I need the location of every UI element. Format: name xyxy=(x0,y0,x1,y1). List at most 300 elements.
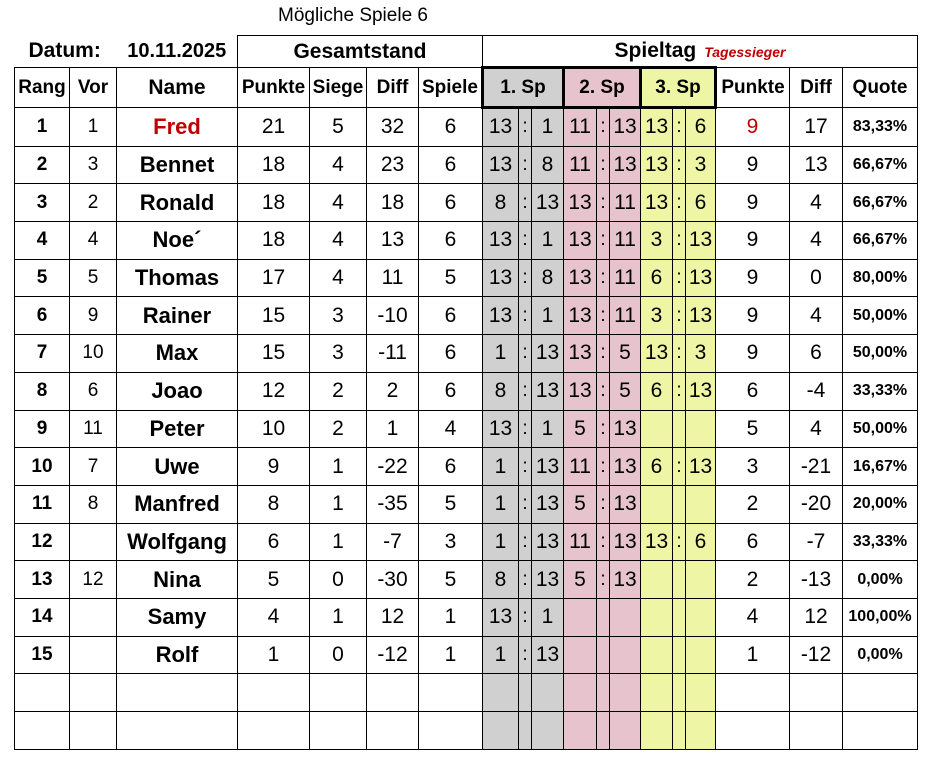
quote-cell: 83,33% xyxy=(843,108,918,147)
game-2-opponent-score: 5 xyxy=(610,335,641,373)
total-points-cell: 18 xyxy=(238,222,310,260)
header-row-group xyxy=(15,36,918,68)
game-1-own-score: 13 xyxy=(483,108,519,147)
wins-cell xyxy=(310,712,367,750)
table-row xyxy=(15,561,918,599)
total-diff-cell: -10 xyxy=(367,297,419,335)
game-3-opponent-score: 6 xyxy=(686,184,716,222)
col-header-siege: Siege xyxy=(310,68,367,108)
game-2-own-score: 13 xyxy=(564,222,597,260)
game-1-separator: : xyxy=(519,485,532,523)
previous-rank-cell: 11 xyxy=(70,410,117,448)
col-header-quote: Quote xyxy=(843,68,918,108)
game-2-opponent-score: 13 xyxy=(610,485,641,523)
day-points-cell: 5 xyxy=(716,410,790,448)
wins-cell: 5 xyxy=(310,108,367,147)
games-played-cell: 5 xyxy=(419,259,483,297)
day-diff-cell: 6 xyxy=(790,335,843,373)
total-points-cell: 8 xyxy=(238,485,310,523)
quote-cell: 16,67% xyxy=(843,448,918,486)
game-1-separator: : xyxy=(519,108,532,147)
games-played-cell: 1 xyxy=(419,636,483,674)
table-row xyxy=(15,598,918,636)
table-row xyxy=(15,222,918,260)
game-2-own-score: 13 xyxy=(564,297,597,335)
player-name-cell: Joao xyxy=(117,372,238,410)
game-3-separator: : xyxy=(673,448,686,486)
game-3-opponent-score xyxy=(686,561,716,599)
wins-cell: 4 xyxy=(310,184,367,222)
table-row xyxy=(15,297,918,335)
previous-rank-cell: 3 xyxy=(70,146,117,184)
game-3-separator: : xyxy=(673,523,686,561)
table-row xyxy=(15,335,918,373)
quote-cell: 66,67% xyxy=(843,184,918,222)
game-3-own-score: 6 xyxy=(641,448,673,486)
game-1-opponent-score: 13 xyxy=(532,523,564,561)
game-3-opponent-score: 13 xyxy=(686,222,716,260)
day-points-cell: 9 xyxy=(716,184,790,222)
total-points-cell xyxy=(238,674,310,712)
game-1-separator: : xyxy=(519,598,532,636)
game-3-own-score: 13 xyxy=(641,146,673,184)
game-3-own-score xyxy=(641,674,673,712)
games-played-cell: 4 xyxy=(419,410,483,448)
game-1-opponent-score: 1 xyxy=(532,108,564,147)
game-2-separator: : xyxy=(597,448,610,486)
game-2-own-score xyxy=(564,636,597,674)
game-2-separator: : xyxy=(597,485,610,523)
game-2-separator: : xyxy=(597,335,610,373)
wins-cell: 1 xyxy=(310,523,367,561)
total-diff-cell: 12 xyxy=(367,598,419,636)
wins-cell: 1 xyxy=(310,448,367,486)
table-row xyxy=(15,184,918,222)
game-2-opponent-score: 13 xyxy=(610,410,641,448)
game-3-separator xyxy=(673,598,686,636)
game-3-own-score: 13 xyxy=(641,108,673,147)
day-points-cell: 2 xyxy=(716,561,790,599)
total-diff-cell: 11 xyxy=(367,259,419,297)
total-points-cell: 6 xyxy=(238,523,310,561)
game-3-own-score xyxy=(641,712,673,750)
previous-rank-cell xyxy=(70,712,117,750)
game-1-own-score: 13 xyxy=(483,146,519,184)
game-2-separator: : xyxy=(597,222,610,260)
table-row xyxy=(15,636,918,674)
total-diff-cell xyxy=(367,674,419,712)
day-points-cell: 1 xyxy=(716,636,790,674)
day-points-cell: 9 xyxy=(716,146,790,184)
total-points-cell: 12 xyxy=(238,372,310,410)
game-2-opponent-score xyxy=(610,636,641,674)
game-2-opponent-score xyxy=(610,674,641,712)
date-label: Datum: xyxy=(28,39,101,63)
table-row xyxy=(15,372,918,410)
games-played-cell: 6 xyxy=(419,372,483,410)
total-diff-cell: -30 xyxy=(367,561,419,599)
game-2-own-score: 11 xyxy=(564,448,597,486)
wins-cell: 4 xyxy=(310,146,367,184)
previous-rank-cell: 4 xyxy=(70,222,117,260)
wins-cell: 3 xyxy=(310,335,367,373)
total-points-cell: 15 xyxy=(238,335,310,373)
game-3-own-score xyxy=(641,410,673,448)
player-name-cell: Fred xyxy=(117,108,238,147)
previous-rank-cell xyxy=(70,523,117,561)
game-3-opponent-score xyxy=(686,410,716,448)
rank-cell: 10 xyxy=(15,448,70,486)
game-1-separator xyxy=(519,674,532,712)
day-points-cell: 9 xyxy=(716,335,790,373)
day-points-cell: 6 xyxy=(716,523,790,561)
day-diff-cell: -7 xyxy=(790,523,843,561)
game-3-separator: : xyxy=(673,297,686,335)
games-played-cell: 3 xyxy=(419,523,483,561)
game-1-opponent-score: 8 xyxy=(532,259,564,297)
wins-cell: 4 xyxy=(310,259,367,297)
game-3-separator: : xyxy=(673,146,686,184)
total-diff-cell: 2 xyxy=(367,372,419,410)
day-points-cell: 9 xyxy=(716,222,790,260)
game-1-separator: : xyxy=(519,259,532,297)
previous-rank-cell: 9 xyxy=(70,297,117,335)
game-2-opponent-score: 13 xyxy=(610,561,641,599)
game-3-separator: : xyxy=(673,335,686,373)
quote-cell: 50,00% xyxy=(843,297,918,335)
game-1-own-score xyxy=(483,712,519,750)
day-points-cell: 2 xyxy=(716,485,790,523)
game-1-own-score: 13 xyxy=(483,297,519,335)
rank-cell: 4 xyxy=(15,222,70,260)
table-row xyxy=(15,410,918,448)
game-1-opponent-score: 13 xyxy=(532,561,564,599)
rank-cell: 15 xyxy=(15,636,70,674)
game-1-separator: : xyxy=(519,410,532,448)
matchday-header xyxy=(483,36,918,68)
game-3-opponent-score xyxy=(686,712,716,750)
rank-cell: 12 xyxy=(15,523,70,561)
game-1-own-score: 1 xyxy=(483,636,519,674)
previous-rank-cell: 12 xyxy=(70,561,117,599)
total-points-cell: 5 xyxy=(238,561,310,599)
player-name-cell: Peter xyxy=(117,410,238,448)
game-2-opponent-score xyxy=(610,712,641,750)
game-1-separator: : xyxy=(519,146,532,184)
game-1-separator: : xyxy=(519,184,532,222)
previous-rank-cell: 1 xyxy=(70,108,117,147)
game-2-opponent-score: 13 xyxy=(610,146,641,184)
date-value: 10.11.2025 xyxy=(127,39,227,62)
col-header-diff: Diff xyxy=(367,68,419,108)
total-diff-cell xyxy=(367,712,419,750)
quote-cell xyxy=(843,674,918,712)
player-name-cell: Nina xyxy=(117,561,238,599)
day-points-cell: 4 xyxy=(716,598,790,636)
wins-cell: 2 xyxy=(310,410,367,448)
total-diff-cell: -11 xyxy=(367,335,419,373)
previous-rank-cell: 10 xyxy=(70,335,117,373)
previous-rank-cell: 7 xyxy=(70,448,117,486)
total-points-cell: 18 xyxy=(238,184,310,222)
quote-cell: 33,33% xyxy=(843,523,918,561)
game-3-opponent-score xyxy=(686,674,716,712)
games-played-cell: 6 xyxy=(419,108,483,147)
game-2-separator: : xyxy=(597,184,610,222)
games-played-cell xyxy=(419,674,483,712)
game-1-separator: : xyxy=(519,222,532,260)
quote-cell: 80,00% xyxy=(843,259,918,297)
game-3-separator xyxy=(673,561,686,599)
games-played-cell: 1 xyxy=(419,598,483,636)
game-3-opponent-score: 6 xyxy=(686,523,716,561)
player-name-cell: Rolf xyxy=(117,636,238,674)
previous-rank-cell xyxy=(70,598,117,636)
day-points-cell: 3 xyxy=(716,448,790,486)
rank-cell: 13 xyxy=(15,561,70,599)
table-row xyxy=(15,108,918,147)
quote-cell: 66,67% xyxy=(843,222,918,260)
game-1-own-score: 13 xyxy=(483,598,519,636)
previous-rank-cell: 6 xyxy=(70,372,117,410)
game-3-own-score: 3 xyxy=(641,297,673,335)
player-name-cell: Rainer xyxy=(117,297,238,335)
game-2-own-score xyxy=(564,712,597,750)
game-1-opponent-score: 1 xyxy=(532,222,564,260)
game-1-separator xyxy=(519,712,532,750)
game-3-separator: : xyxy=(673,222,686,260)
game-1-own-score: 13 xyxy=(483,410,519,448)
game-1-opponent-score xyxy=(532,674,564,712)
game-1-separator: : xyxy=(519,523,532,561)
game-2-separator xyxy=(597,636,610,674)
game-2-own-score: 13 xyxy=(564,184,597,222)
game-3-opponent-score: 13 xyxy=(686,448,716,486)
game-1-opponent-score: 13 xyxy=(532,485,564,523)
rank-cell: 5 xyxy=(15,259,70,297)
game-1-own-score: 8 xyxy=(483,372,519,410)
player-name-cell: Samy xyxy=(117,598,238,636)
wins-cell: 1 xyxy=(310,598,367,636)
game-1-opponent-score: 8 xyxy=(532,146,564,184)
game-1-opponent-score: 13 xyxy=(532,372,564,410)
game-2-opponent-score xyxy=(610,598,641,636)
total-points-cell: 1 xyxy=(238,636,310,674)
game-2-separator: : xyxy=(597,297,610,335)
game-1-separator: : xyxy=(519,636,532,674)
wins-cell: 2 xyxy=(310,372,367,410)
game-1-separator: : xyxy=(519,561,532,599)
game-1-opponent-score: 13 xyxy=(532,184,564,222)
game-2-own-score xyxy=(564,674,597,712)
game-3-own-score: 13 xyxy=(641,523,673,561)
game-2-opponent-score: 11 xyxy=(610,297,641,335)
games-played-cell: 6 xyxy=(419,146,483,184)
game-3-own-score: 6 xyxy=(641,372,673,410)
wins-cell: 3 xyxy=(310,297,367,335)
day-diff-cell: 4 xyxy=(790,222,843,260)
game-1-opponent-score: 13 xyxy=(532,448,564,486)
possible-games-note: Mögliche Spiele 6 xyxy=(278,5,428,26)
game-2-own-score: 5 xyxy=(564,485,597,523)
game-3-own-score: 3 xyxy=(641,222,673,260)
day-points-cell: 9 xyxy=(716,259,790,297)
day-points-cell: 6 xyxy=(716,372,790,410)
game-2-opponent-score: 13 xyxy=(610,448,641,486)
game-3-opponent-score: 13 xyxy=(686,259,716,297)
player-name-cell: Manfred xyxy=(117,485,238,523)
day-diff-cell: 4 xyxy=(790,297,843,335)
total-diff-cell: 1 xyxy=(367,410,419,448)
game-2-opponent-score: 13 xyxy=(610,108,641,147)
game-3-separator: : xyxy=(673,372,686,410)
day-diff-cell: 12 xyxy=(790,598,843,636)
player-name-cell: Noe´ xyxy=(117,222,238,260)
quote-cell: 66,67% xyxy=(843,146,918,184)
day-diff-cell: 13 xyxy=(790,146,843,184)
player-name-cell: Thomas xyxy=(117,259,238,297)
day-diff-cell: 0 xyxy=(790,259,843,297)
col-header-spiele: Spiele xyxy=(419,68,483,108)
game-3-own-score xyxy=(641,598,673,636)
games-played-cell: 5 xyxy=(419,561,483,599)
rank-cell xyxy=(15,674,70,712)
game-2-separator: : xyxy=(597,410,610,448)
rank-cell: 7 xyxy=(15,335,70,373)
game-2-separator: : xyxy=(597,108,610,147)
quote-cell: 0,00% xyxy=(843,561,918,599)
rank-cell: 11 xyxy=(15,485,70,523)
total-diff-cell: -7 xyxy=(367,523,419,561)
game-3-opponent-score xyxy=(686,598,716,636)
col-header-game-3: 3. Sp xyxy=(641,68,716,108)
total-points-cell: 21 xyxy=(238,108,310,147)
day-points-cell: 9 xyxy=(716,108,790,147)
day-diff-cell xyxy=(790,712,843,750)
games-played-cell: 6 xyxy=(419,184,483,222)
wins-cell: 1 xyxy=(310,485,367,523)
day-points-cell: 9 xyxy=(716,297,790,335)
day-diff-cell: 4 xyxy=(790,184,843,222)
game-2-separator xyxy=(597,598,610,636)
games-played-cell: 6 xyxy=(419,222,483,260)
game-3-opponent-score xyxy=(686,636,716,674)
game-1-opponent-score: 13 xyxy=(532,335,564,373)
rank-cell: 2 xyxy=(15,146,70,184)
wins-cell xyxy=(310,674,367,712)
game-2-own-score: 13 xyxy=(564,335,597,373)
game-3-separator xyxy=(673,712,686,750)
player-name-cell xyxy=(117,712,238,750)
col-header-punkte: Punkte xyxy=(238,68,310,108)
game-3-opponent-score: 6 xyxy=(686,108,716,147)
total-points-cell xyxy=(238,712,310,750)
player-name-cell: Uwe xyxy=(117,448,238,486)
col-header-day-points: Punkte xyxy=(716,68,790,108)
previous-rank-cell: 8 xyxy=(70,485,117,523)
game-3-separator: : xyxy=(673,184,686,222)
game-2-separator: : xyxy=(597,146,610,184)
game-3-separator: : xyxy=(673,108,686,147)
game-2-opponent-score: 13 xyxy=(610,523,641,561)
game-1-own-score: 1 xyxy=(483,485,519,523)
game-2-own-score: 11 xyxy=(564,146,597,184)
game-2-own-score: 5 xyxy=(564,561,597,599)
total-points-cell: 17 xyxy=(238,259,310,297)
game-3-separator xyxy=(673,636,686,674)
day-diff-cell: 4 xyxy=(790,410,843,448)
header-row-columns xyxy=(15,68,918,108)
day-diff-cell: -20 xyxy=(790,485,843,523)
game-1-own-score xyxy=(483,674,519,712)
player-name-cell xyxy=(117,674,238,712)
matchday-label: Spieltag xyxy=(614,39,697,62)
game-3-separator xyxy=(673,485,686,523)
game-2-separator xyxy=(597,674,610,712)
game-1-own-score: 1 xyxy=(483,448,519,486)
game-2-separator xyxy=(597,712,610,750)
game-2-separator: : xyxy=(597,259,610,297)
game-1-separator: : xyxy=(519,372,532,410)
wins-cell: 0 xyxy=(310,636,367,674)
game-3-own-score xyxy=(641,485,673,523)
quote-cell: 100,00% xyxy=(843,598,918,636)
player-name-cell: Max xyxy=(117,335,238,373)
game-3-opponent-score: 13 xyxy=(686,372,716,410)
player-name-cell: Wolfgang xyxy=(117,523,238,561)
game-1-own-score: 8 xyxy=(483,561,519,599)
standings-table xyxy=(14,35,918,750)
total-points-cell: 18 xyxy=(238,146,310,184)
game-2-own-score xyxy=(564,598,597,636)
quote-cell: 50,00% xyxy=(843,410,918,448)
games-played-cell xyxy=(419,712,483,750)
table-row xyxy=(15,448,918,486)
game-3-own-score xyxy=(641,636,673,674)
total-diff-cell: -35 xyxy=(367,485,419,523)
wins-cell: 4 xyxy=(310,222,367,260)
total-points-cell: 10 xyxy=(238,410,310,448)
quote-cell: 20,00% xyxy=(843,485,918,523)
col-header-rang: Rang xyxy=(15,68,70,108)
table-row xyxy=(15,674,918,712)
game-3-own-score: 6 xyxy=(641,259,673,297)
game-2-separator: : xyxy=(597,523,610,561)
games-played-cell: 5 xyxy=(419,485,483,523)
quote-cell: 33,33% xyxy=(843,372,918,410)
day-diff-cell: -4 xyxy=(790,372,843,410)
day-points-cell xyxy=(716,712,790,750)
game-3-separator: : xyxy=(673,259,686,297)
game-3-own-score: 13 xyxy=(641,335,673,373)
game-2-separator: : xyxy=(597,561,610,599)
wins-cell: 0 xyxy=(310,561,367,599)
previous-rank-cell: 2 xyxy=(70,184,117,222)
game-1-opponent-score: 1 xyxy=(532,410,564,448)
day-diff-cell: -21 xyxy=(790,448,843,486)
game-1-own-score: 1 xyxy=(483,335,519,373)
game-2-opponent-score: 5 xyxy=(610,372,641,410)
table-row xyxy=(15,523,918,561)
previous-rank-cell xyxy=(70,636,117,674)
day-diff-cell xyxy=(790,674,843,712)
game-1-separator: : xyxy=(519,335,532,373)
table-row xyxy=(15,259,918,297)
table-row xyxy=(15,146,918,184)
rank-cell: 14 xyxy=(15,598,70,636)
game-3-separator xyxy=(673,674,686,712)
game-3-opponent-score: 3 xyxy=(686,335,716,373)
